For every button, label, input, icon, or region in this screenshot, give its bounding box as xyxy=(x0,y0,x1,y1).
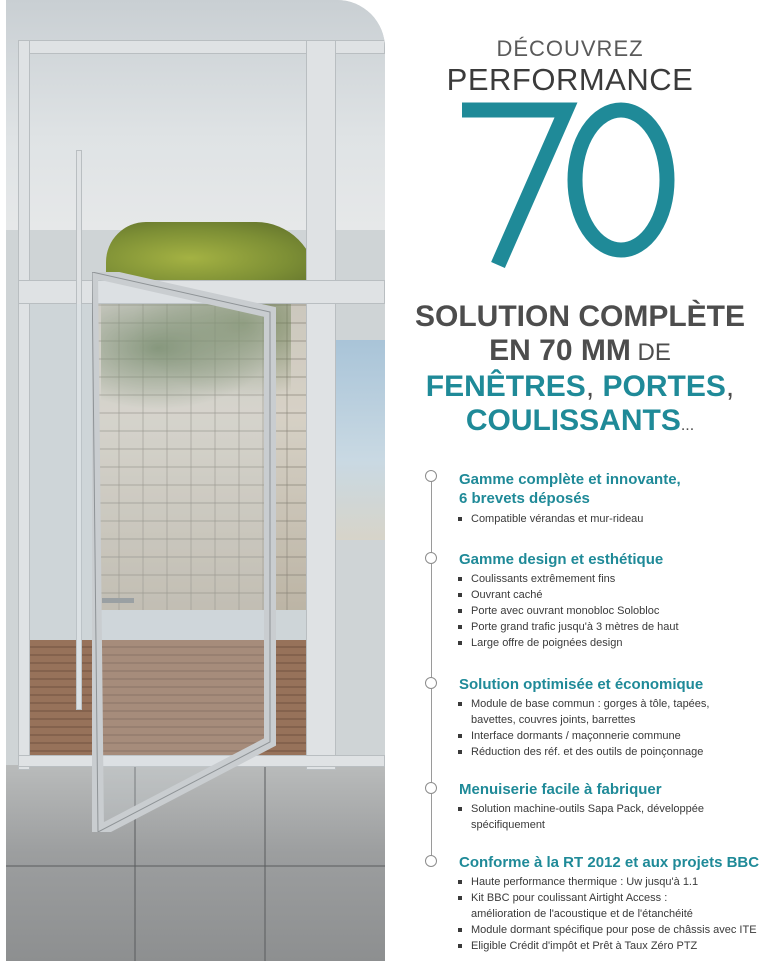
timeline-node xyxy=(425,855,437,867)
timeline-node xyxy=(425,677,437,689)
section-title: Gamme complète et innovante, 6 brevets déposés xyxy=(459,471,681,507)
frame-left xyxy=(18,40,30,770)
list-item: Ouvrant caché xyxy=(458,587,679,603)
section-title: Conforme à la RT 2012 et aux projets BBC xyxy=(459,854,760,871)
feature-list xyxy=(458,696,709,760)
solution-portes: PORTES xyxy=(602,370,726,403)
timeline-node xyxy=(425,552,437,564)
solution-ellipsis: ... xyxy=(680,417,695,434)
solution-line2-suffix: DE xyxy=(630,339,671,366)
section-title: Gamme design et esthétique xyxy=(459,551,664,568)
timeline-node xyxy=(425,470,437,482)
list-item: Eligible Crédit d'impôt et Prêt à Taux Zéro PTZ xyxy=(458,938,757,954)
photo-sky xyxy=(336,340,385,540)
list-item: Coulissants extrêmement fins xyxy=(458,571,679,587)
frame-mullion xyxy=(306,40,336,770)
feature-list xyxy=(458,801,704,833)
list-item: Réduction des réf. et des outils de poinçonnage xyxy=(458,744,709,760)
solution-heading xyxy=(410,300,750,443)
big-70-text: 70 xyxy=(458,100,460,101)
list-item: Interface dormants / maçonnerie commune xyxy=(458,728,709,744)
list-item: Compatible vérandas et mur-rideau xyxy=(458,511,643,527)
list-item: Haute performance thermique : Uw jusqu'à 1.1 xyxy=(458,874,757,890)
timeline-line xyxy=(431,476,432,862)
solution-coulissants: COULISSANTS xyxy=(465,404,681,437)
list-item: Module de base commun : gorges à tôle, tapées, xyxy=(458,696,709,712)
section-title: Solution optimisée et économique xyxy=(459,676,704,693)
feature-list xyxy=(458,511,643,527)
timeline-node xyxy=(425,782,437,794)
list-item: Porte grand trafic jusqu'à 3 mètres de haut xyxy=(458,619,679,635)
solution-sep: , xyxy=(585,370,603,403)
solution-fenetres: FENÊTRES xyxy=(425,370,586,403)
big-70-number xyxy=(458,100,678,270)
feature-list xyxy=(458,874,757,954)
header-kicker: DÉCOUVREZ xyxy=(496,36,644,61)
list-item: Solution machine-outils Sapa Pack, développée xyxy=(458,801,704,817)
list-item: bavettes, couvres joints, barrettes xyxy=(471,714,636,726)
section-title: Menuiserie facile à fabriquer xyxy=(459,781,662,798)
hero-photo xyxy=(6,0,385,961)
feature-list xyxy=(458,571,679,651)
solution-line2: EN 70 MM xyxy=(489,334,631,367)
header-title: PERFORMANCE xyxy=(446,62,694,97)
pivot-door xyxy=(92,272,282,832)
solution-line3-end: , xyxy=(725,370,735,403)
solution-line1: SOLUTION COMPLÈTE xyxy=(415,300,745,333)
list-item: Porte avec ouvrant monobloc Solobloc xyxy=(458,603,679,619)
list-item: Kit BBC pour coulissant Airtight Access : xyxy=(458,890,757,906)
list-item: Module dormant spécifique pour pose de châssis avec ITE xyxy=(458,922,757,938)
list-item: Large offre de poignées design xyxy=(458,635,679,651)
list-item: amélioration de l'acoustique et de l'étanchéité xyxy=(471,908,693,920)
list-item: spécifiquement xyxy=(471,819,545,831)
